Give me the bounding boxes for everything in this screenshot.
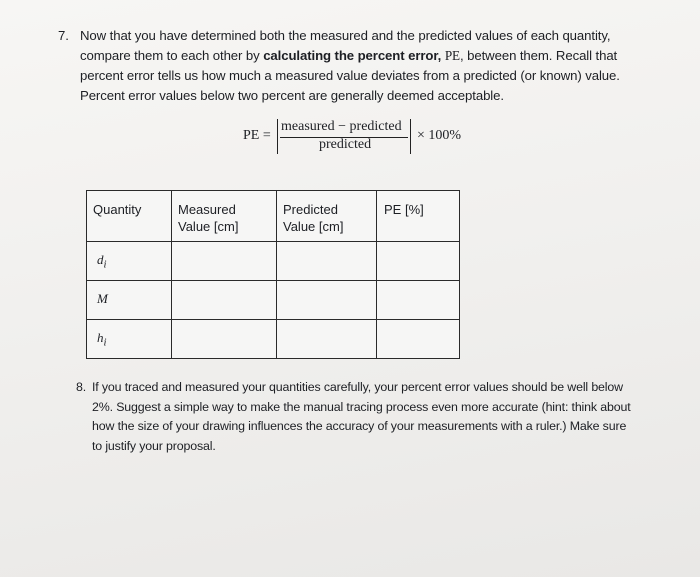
formula-denominator: predicted [319,137,372,152]
pe-input-cell[interactable] [377,242,460,281]
row-label-cell [87,320,172,359]
table-header-row [87,191,460,242]
abs-bar-right [410,119,411,154]
header-measured-line2: Value [cm] [178,219,239,234]
question-7-number: 7. [58,28,69,43]
header-measured-label [172,191,276,235]
formula-lhs: PE = [243,128,271,143]
formula-multiplier: × 100% [417,128,462,143]
abs-bar-left [277,119,278,154]
header-pe [377,191,460,242]
row-label-cell [87,281,172,320]
question-7-text-part1: Now that you have determined both the measured and the predicted values of each quantity, compare them to each other by [80,28,611,63]
question-7-text-part2: , between them. Recall that percent error tells us how much a measured value deviates from a predicted (or known) value. Percent error values below two percent are generally deemed acceptable. [80,48,620,103]
question-7-abbrev: PE [444,48,461,63]
header-measured [172,191,277,242]
header-quantity-label: Quantity [93,202,142,217]
question-8 [76,378,636,456]
predicted-input-cell[interactable] [277,281,377,320]
table-row [87,242,460,281]
header-measured-line1: Measured [178,202,236,217]
measured-input-cell[interactable] [172,242,277,281]
question-7-text [80,26,638,106]
data-table [86,190,460,359]
percent-error-formula [243,117,503,157]
question-8-number: 8. [76,380,87,394]
question-7-bold: calculating the percent error, [263,48,442,63]
header-predicted-line2: Value [cm] [283,219,344,234]
row-label-h-sub: i [103,336,107,349]
row-label-di [87,242,171,271]
header-predicted-label [277,191,376,235]
header-predicted-line1: Predicted [283,202,338,217]
formula-numerator: measured − predicted [281,119,402,134]
row-label-d-sub: i [103,258,107,271]
predicted-input-cell[interactable] [277,242,377,281]
row-label-hi [87,320,171,349]
row-label-d: d [97,252,104,267]
row-label-h: h [97,330,104,345]
row-label-M: M [97,291,108,306]
measured-input-cell[interactable] [172,320,277,359]
header-quantity [87,191,172,242]
table-row [87,320,460,359]
table-row [87,281,460,320]
header-pe-label: PE [%] [384,202,424,217]
question-7 [58,26,638,106]
predicted-input-cell[interactable] [277,320,377,359]
question-8-text: If you traced and measured your quantities carefully, your percent error values should be well below 2%. Suggest a simple way to make the manual tracing process even more accurate (hint: think about how the size of your drawing influences the accuracy of your measurements with a ruler.) Make sure to justify your proposal. [92,380,631,453]
measured-input-cell[interactable] [172,281,277,320]
pe-input-cell[interactable] [377,281,460,320]
header-predicted [277,191,377,242]
row-label-cell [87,242,172,281]
pe-input-cell[interactable] [377,320,460,359]
